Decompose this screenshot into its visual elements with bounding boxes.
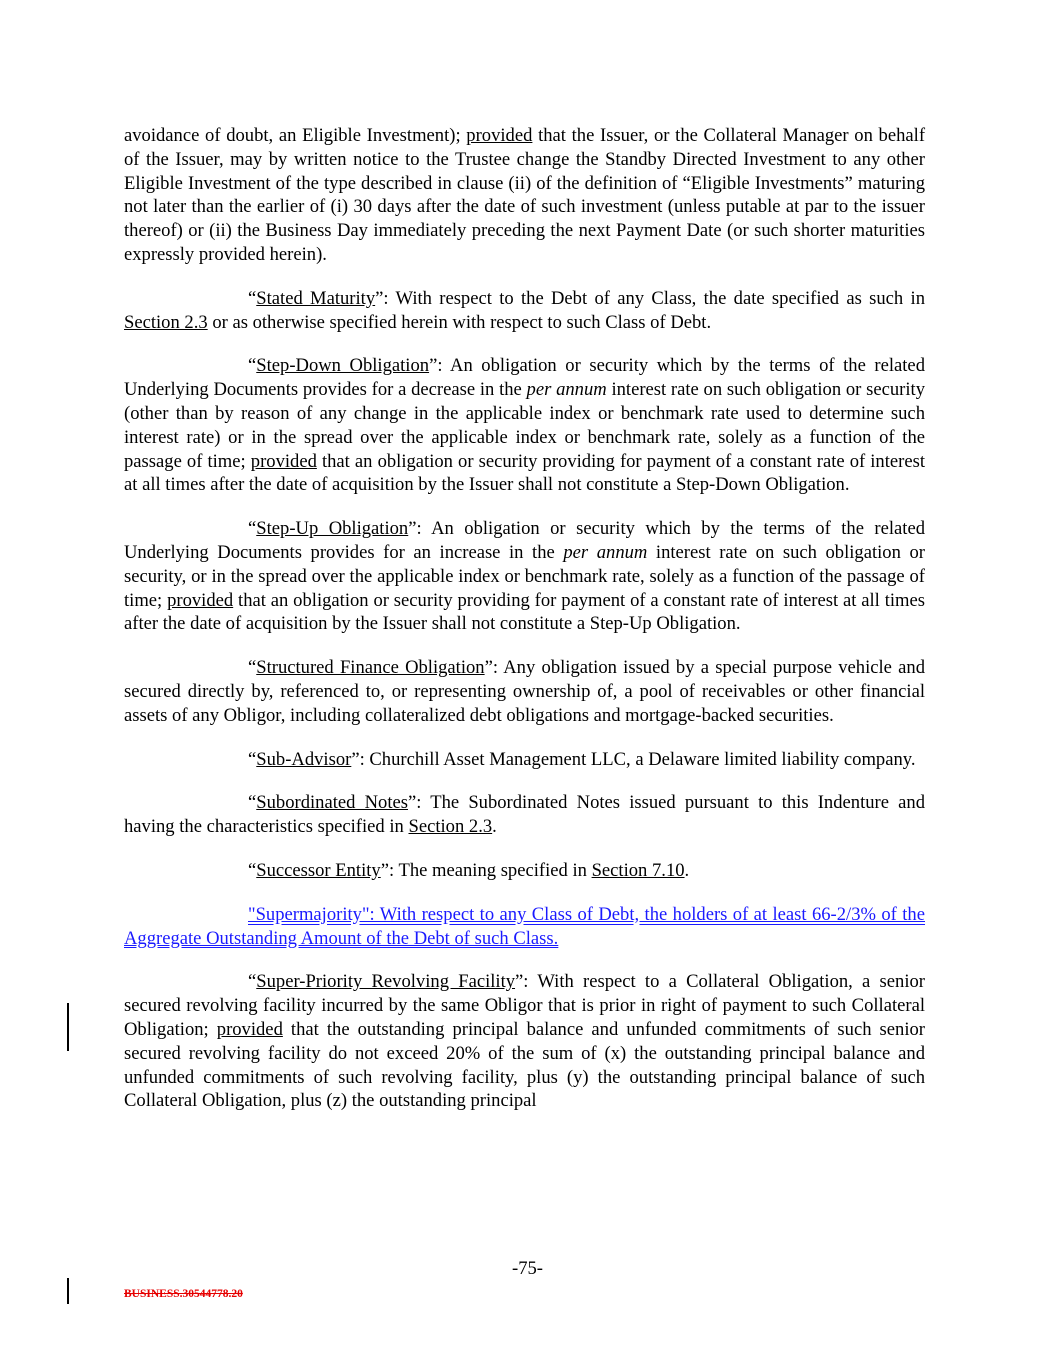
definition-step-down-obligation: [124, 354, 925, 497]
text: interest rate on such obligation or security (other than by reason of any change in the applicable index or benchmark rate used to determine such interest rate) or in the spread over the applicable index or benchmark rate, solely as a function of the passage of time;: [124, 379, 925, 472]
definition-super-priority-revolving-facility: [124, 970, 925, 1113]
document-id-deleted: BUSINESS.30544778.20: [124, 1288, 243, 1300]
defined-term: Successor Entity: [256, 859, 381, 881]
underlined-term: provided: [216, 1018, 283, 1040]
paragraph-continuation: [124, 124, 925, 267]
change-bar: [67, 1003, 69, 1051]
page-number: -75-: [512, 1258, 543, 1279]
italic-text: per annum: [526, 379, 607, 401]
text: “: [248, 859, 257, 881]
section-reference: Section 2.3: [124, 311, 208, 333]
text: “: [248, 518, 257, 540]
text: “: [248, 355, 257, 377]
defined-term: Step-Up Obligation: [256, 518, 409, 540]
defined-term: Step-Down Obligation: [256, 355, 430, 377]
text: .: [684, 859, 690, 881]
definition-stated-maturity: [124, 287, 925, 335]
document-body: [124, 124, 925, 1133]
text: ”: The meaning specified in: [380, 859, 592, 881]
underlined-term: provided: [466, 125, 533, 146]
defined-term: Subordinated Notes: [256, 792, 408, 814]
underlined-term: provided: [250, 450, 317, 472]
section-reference: Section 7.10: [591, 859, 685, 881]
defined-term: Structured Finance Obligation: [256, 657, 485, 679]
defined-term: Sub-Advisor: [256, 748, 352, 770]
definition-successor-entity: [124, 859, 925, 883]
text: or as otherwise specified herein with respect to such Class of Debt.: [207, 311, 712, 333]
text: “: [248, 657, 257, 679]
italic-text: per annum: [563, 541, 648, 563]
definition-step-up-obligation: [124, 517, 925, 636]
text: “: [248, 748, 257, 770]
definition-sub-advisor: [124, 748, 925, 772]
text: ”: An obligation or security which by the terms of the related Underlying Documents provides for a decrease in the: [124, 355, 925, 401]
text: “: [248, 287, 257, 309]
text: ”: With respect to a Collateral Obligation, a senior secured revolving facility incurred by the same Obligor that is prior in right of payment to such Collateral Obligation;: [124, 971, 925, 1040]
definition-structured-finance-obligation: [124, 656, 925, 727]
text: .: [492, 816, 497, 838]
text: ”: Churchill Asset Management LLC, a Delaware limited liability company.: [351, 748, 916, 770]
text: that the Issuer, or the Collateral Manager on behalf of the Issuer, may by written notice to the Trustee change the Standby Directed Investment to any other Eligible Investment of the type described in clause (ii) of the definition of “Eligible Investments” maturing not later than the earlier of (i) 30 days after the date of such investment (unless putable at par to the issuer thereof) or (ii) the Business Day immediately preceding the next Payment Date (or such shorter maturities expressly provided herein).: [124, 125, 926, 265]
text: interest rate on such obligation or security, or in the spread over the applicable index or benchmark rate, solely as a function of the passage of time;: [124, 541, 925, 611]
section-reference: Section 2.3: [408, 816, 493, 838]
text: “: [248, 971, 257, 993]
text: avoidance of doubt, an Eligible Investment);: [124, 125, 467, 146]
text: that an obligation or security providing for payment of a constant rate of interest at all times after the date of acquisition by the Issuer shall not constitute a Step-Down Obligation.: [124, 450, 925, 496]
definition-supermajority-inserted: [124, 903, 925, 951]
text: that an obligation or security providing for payment of a constant rate of interest at all times after the date of acquisition by the Issuer shall not constitute a Step-Up Obligation.: [124, 589, 925, 635]
text: ”: Any obligation issued by a special purpose vehicle and secured directly by, referenced to, or representing ownership of, a pool of receivables or other financial assets of any Obligor, including collateralized debt obligations and mortgage-backed securities.: [124, 657, 925, 726]
underlined-term: provided: [167, 589, 234, 611]
text: ”: The Subordinated Notes issued pursuant to this Indenture and having the characteristics specified in: [124, 792, 926, 838]
change-bar: [67, 1278, 69, 1304]
text: ”: With respect to the Debt of any Class, the date specified as such in: [375, 287, 925, 309]
text: ”: An obligation or security which by the terms of the related Underlying Documents provides for an increase in the: [124, 518, 925, 563]
text: that the outstanding principal balance and unfunded commitments of such senior secured revolving facility do not exceed 20% of the sum of (x) the outstanding principal balance and unfunded commitments of such revolving facility, plus (y) the outstanding principal balance of such Collateral Obligation, plus (z) the outstanding principal: [124, 1018, 925, 1112]
text: “: [248, 792, 257, 814]
definition-subordinated-notes: [124, 791, 925, 839]
defined-term: Super-Priority Revolving Facility: [256, 971, 516, 993]
defined-term: Stated Maturity: [256, 287, 376, 309]
inserted-text: "Supermajority": With respect to any Class of Debt, the holders of at least 66-2/3% of the Aggregate Outstanding Amount of the Debt of such Class.: [124, 903, 925, 949]
